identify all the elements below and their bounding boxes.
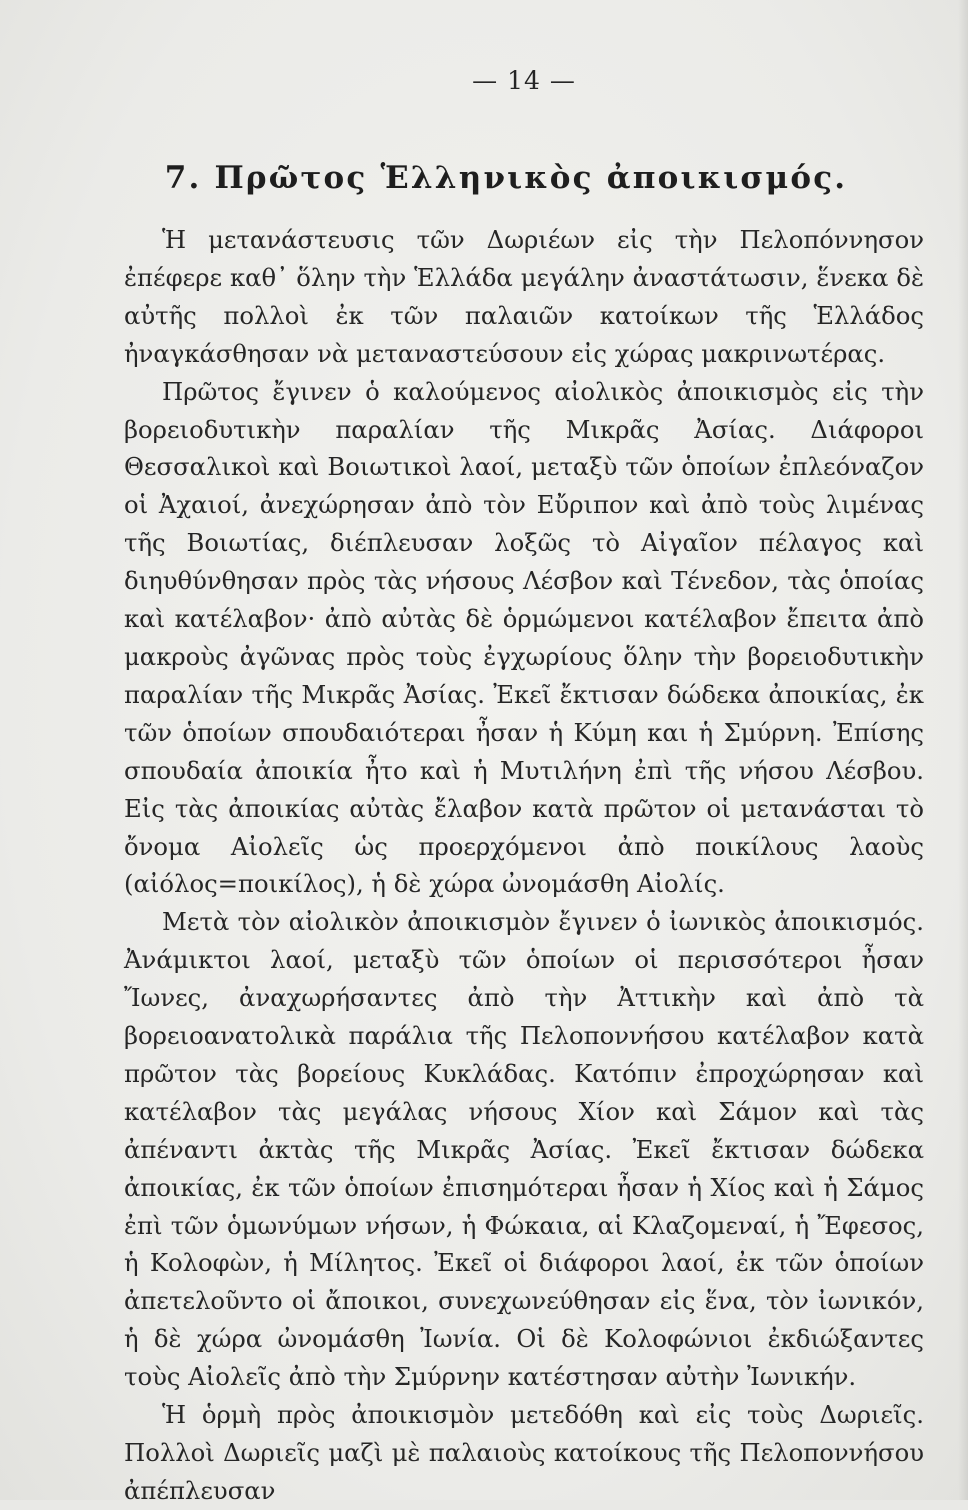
paragraph: Ἡ μετανάστευσις τῶν Δωριέων εἰς τὴν Πελοπόννησον ἐπέφερε καθ᾽ ὅλην τὴν Ἑλλάδα μεγάλην ἀναστάτωσιν, ἕνεκα δὲ αὐτῆς πολλοὶ ἐκ τῶν παλαιῶν κατοίκων τῆς Ἑλλάδος ἠναγκάσθησαν νὰ μεταναστεύσουν εἰς χώρας μακρινωτέρας.	[124, 225, 924, 368]
paragraph: Μετὰ τὸν αἰολικὸν ἀποικισμὸν ἔγινεν ὁ ἰωνικὸς ἀποικισμός. Ἀνάμικτοι λαοί, μεταξὺ τῶν ὁποίων οἱ περισσότεροι ἦσαν Ἴωνες, ἀναχωρήσαντες ἀπὸ τὴν Ἀττικὴν καὶ ἀπὸ τὰ βορειοανατολικὰ παράλια τῆς Πελοποννήσου κατέλαβον κατὰ πρῶτον τὰς βορείους Κυκλάδας. Κατόπιν ἐπροχώρησαν καὶ κατέλαβον τὰς μεγάλας νήσους Χίον καὶ Σάμον καὶ τὰς ἀπέναντι ἀκτὰς τῆς Μικρᾶς Ἀσίας. Ἐκεῖ ἔκτισαν δώδεκα ἀποικίας, ἐκ τῶν ὁποίων ἐπισημότεραι ἦσαν ἡ Χίος καὶ ἡ Σάμος ἐπὶ τῶν ὁμωνύμων νήσων, ἡ Φώκαια, αἱ Κλαζομεναί, ἡ Ἔφεσος, ἡ Κολοφὼν, ἡ Μίλητος. Ἐκεῖ οἱ διάφοροι λαοί, ἐκ τῶν ὁποίων ἀπετελοῦντο οἱ ἄποικοι, συνεχωνεύθησαν εἰς ἕνα, τὸν ἰωνικόν, ἡ δὲ χώρα ὠνομάσθη Ἰωνία. Οἱ δὲ Κολοφώνιοι ἐκδιώξαντες τοὺς Αἰολεῖς ἀπὸ τὴν Σμύρνην κατέστησαν αὐτὴν Ἰωνικήν.	[124, 907, 924, 1392]
section-title: 7. Πρῶτος Ἑλληνικὸς ἀποικισμός.	[164, 160, 848, 196]
body-text	[124, 221, 924, 1510]
page-number: — 14 —	[472, 66, 576, 95]
paragraph: Πρῶτος ἔγινεν ὁ καλούμενος αἰολικὸς ἀποικισμὸς εἰς τὴν βορειοδυτικὴν παραλίαν τῆς Μικρᾶς Ἀσίας. Διάφοροι Θεσσαλικοὶ καὶ Βοιωτικοὶ λαοί, μεταξὺ τῶν ὁποίων ἐπλεόναζον οἱ Ἀχαιοί, ἀνεχώρησαν ἀπὸ τὸν Εὔριπον καὶ ἀπὸ τοὺς λιμένας τῆς Βοιωτίας, διέπλευσαν λοξῶς τὸ Αἰγαῖον πέλαγος καὶ διηυθύνθησαν πρὸς τὰς νήσους Λέσβον καὶ Τένεδον, τὰς ὁποίας καὶ κατέλαβον· ἀπὸ αὐτὰς δὲ ὁρμώμενοι κατέλαβον ἔπειτα ἀπὸ μακροὺς ἀγῶνας πρὸς τοὺς ἐγχωρίους ὅλην τὴν βορειοδυτικὴν παραλίαν τῆς Μικρᾶς Ἀσίας. Ἐκεῖ ἔκτισαν δώδεκα ἀποικίας, ἐκ τῶν ὁποίων σπουδαιότεραι ἦσαν ἡ Κύμη και ἡ Σμύρνη. Ἐπίσης σπουδαία ἀποικία ἦτο καὶ ἡ Μυτιλήνη ἐπὶ τῆς νήσου Λέσβου. Εἰς τὰς ἀποικίας αὐτὰς ἔλαβον κατὰ πρῶτον οἱ μετανάσται τὸ ὄνομα Αἰολεῖς ὡς προερχόμενοι ἀπὸ ποικίλους λαοὺς (αἰόλος=ποικίλος), ἡ δὲ χώρα ὠνομάσθη Αἰολίς.	[124, 376, 924, 899]
page-edge-shadow	[958, 0, 968, 1500]
paragraph: Ἡ ὁρμὴ πρὸς ἀποικισμὸν μετεδόθη καὶ εἰς τοὺς Δωριεῖς. Πολλοὶ Δωριεῖς μαζὶ μὲ παλαιοὺς κατοίκους τῆς Πελοποννήσου ἀπέπλευσαν	[124, 1400, 924, 1505]
